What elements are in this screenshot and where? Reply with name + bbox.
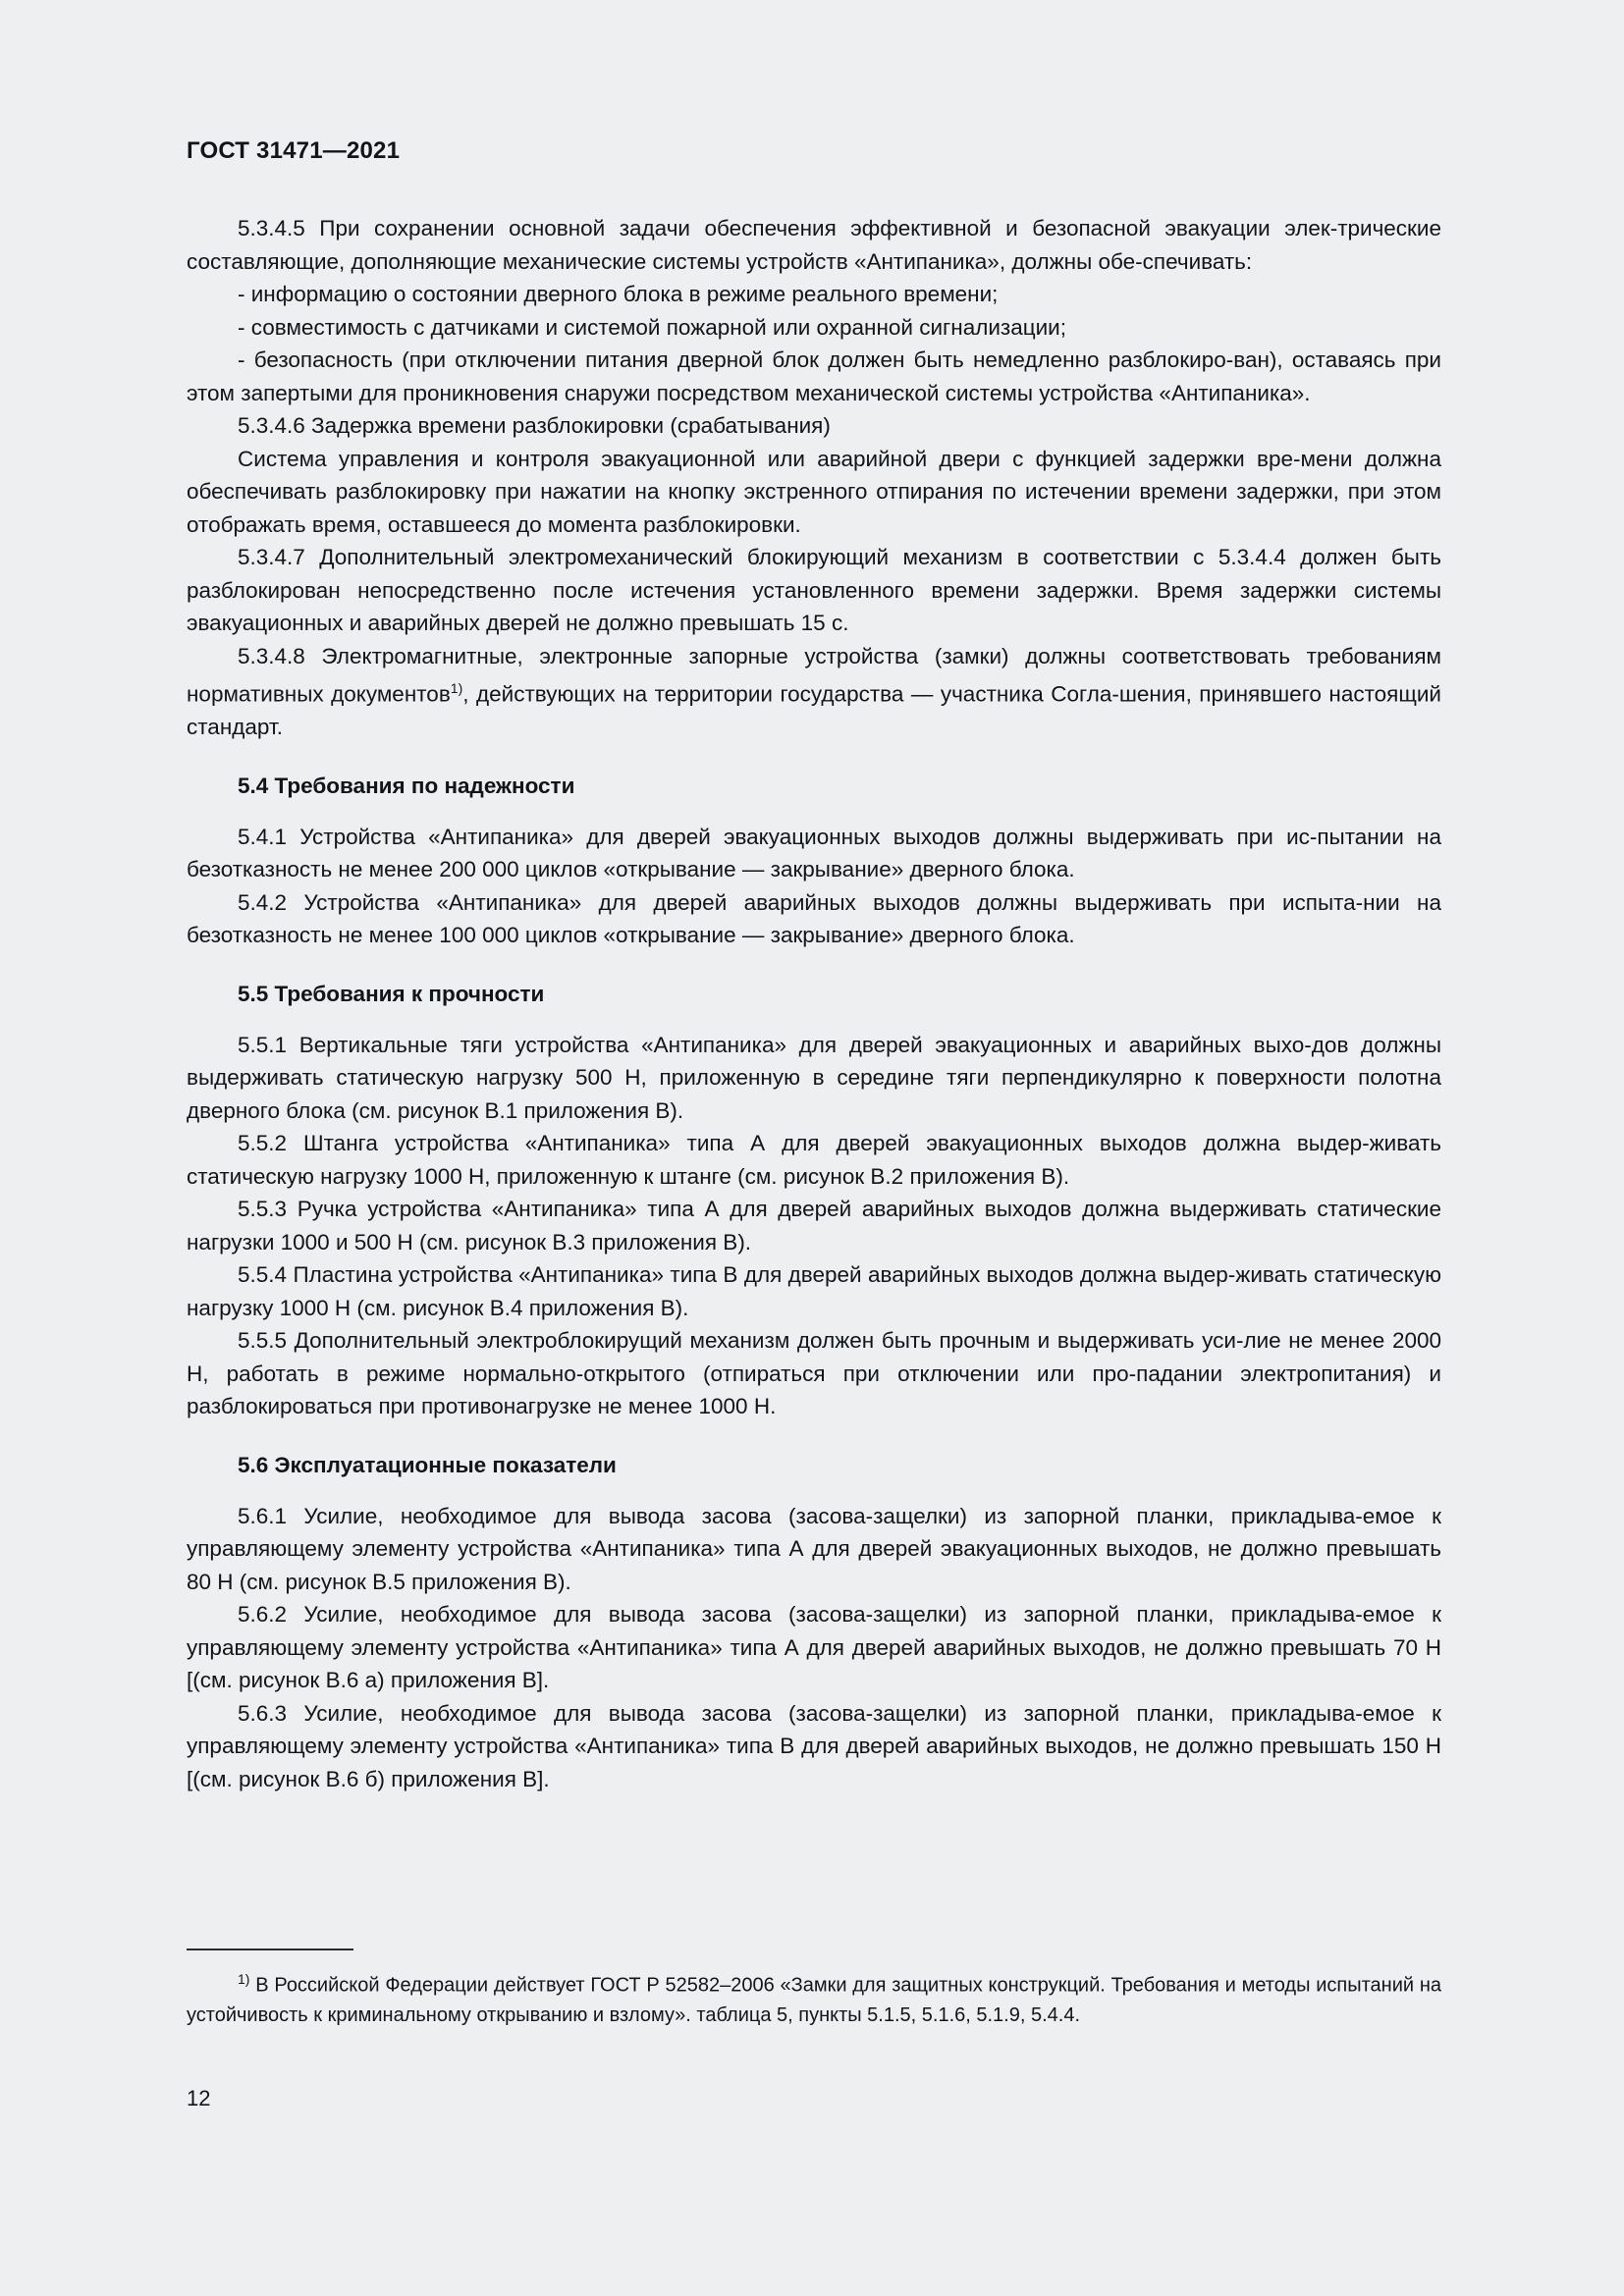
footnote-separator-rule — [187, 1949, 353, 1950]
footnote-block — [187, 1949, 1441, 2030]
page-number: 12 — [187, 2086, 211, 2110]
list-item-realtime-info: - информацию о состоянии дверного блока в режиме реального времени; — [238, 282, 999, 306]
paragraph-5-5-3: 5.5.3 Ручка устройства «Антипаника» типа А для дверей аварийных выходов должна выдерживать статические нагрузки 1000 и 500 Н (см. рисунок В.3 приложения В). — [187, 1197, 1441, 1255]
list-item-safety: - безопасность (при отключении питания дверной блок должен быть немедленно разблокиро-ван), оставаясь при этом запертыми для проникновения снаружи посредством механической системы устройства «Антипаника». — [187, 347, 1441, 405]
paragraph-5-6-2: 5.6.2 Усилие, необходимое для вывода засова (засова-защелки) из запорной планки, прикладыва-емое к управляющему элементу устройства «Антипаника» типа А для дверей аварийных выходов, не должно превышать 70 Н [(см. рисунок В.6 а) приложения В]. — [187, 1602, 1441, 1692]
list-item-sensor-compatibility: - совместимость с датчиками и системой пожарной или охранной сигнализации; — [238, 314, 1067, 340]
footnote-marker: 1) — [238, 1971, 250, 1987]
paragraph-5-6-3: 5.6.3 Усилие, необходимое для вывода засова (засова-защелки) из запорной планки, прикладыва-емое к управляющему элементу устройства «Антипаника» типа В для дверей аварийных выходов, не должно превышать 150 Н [(см. рисунок В.6 б) приложения В]. — [187, 1700, 1441, 1791]
document-standard-number: ГОСТ 31471—2021 — [187, 137, 401, 164]
paragraph-5-3-4-7: 5.3.4.7 Дополнительный электромеханический блокирующий механизм в соответствии с 5.3.4.4 должен быть разблокирован непосредственно после истечения установленного времени задержки. Время задержки системы эвакуационных и аварийных дверей не должно превышать 15 с. — [187, 545, 1441, 635]
paragraph-5-3-4-8-before: 5.3.4.8 Электромагнитные, электронные запорные устройства (замки) должны соответствовать требованиям нормативных документов — [187, 643, 1441, 707]
paragraph-5-5-1: 5.5.1 Вертикальные тяги устройства «Антипаника» для дверей эвакуационных и аварийных выхо-дов должны выдерживать статическую нагрузку 500 Н, приложенную в середине тяги перпендикулярно к поверхности полотна дверного блока (см. рисунок В.1 приложения В). — [187, 1032, 1441, 1123]
paragraph-5-5-5: 5.5.5 Дополнительный электроблокирущий механизм должен быть прочным и выдерживать уси-лие не менее 2000 Н, работать в режиме нормально-открытого (отпираться при отключении или про-падании электропитания) и разблокироваться при противонагрузке не менее 1000 Н. — [187, 1328, 1441, 1418]
paragraph-5-4-2: 5.4.2 Устройства «Антипаника» для дверей аварийных выходов должны выдерживать при испыта-нии на безотказность не менее 100 000 циклов «открывание — закрывание» дверного блока. — [187, 889, 1441, 947]
paragraph-5-3-4-8 — [187, 640, 1441, 744]
section-heading-5-4: 5.4 Требования по надежности — [238, 773, 575, 798]
paragraph-5-3-4-6: Система управления и контроля эвакуационной или аварийной двери с функцией задержки вре-мени должна обеспечивать разблокировку при нажатии на кнопку экстренного отпирания по истечении времени задержки, при этом отображать время, оставшееся до момента разблокировки. — [187, 446, 1441, 537]
section-heading-5-6: 5.6 Эксплуатационные показатели — [238, 1452, 617, 1477]
paragraph-5-5-2: 5.5.2 Штанга устройства «Антипаника» типа А для дверей эвакуационных выходов должна выдер-живать статическую нагрузку 1000 Н, приложенную к штанге (см. рисунок В.2 приложения В). — [187, 1131, 1441, 1189]
paragraph-5-4-1: 5.4.1 Устройства «Антипаника» для дверей эвакуационных выходов должны выдерживать при ис-пытании на безотказность не менее 200 000 циклов «открывание — закрывание» дверного блока. — [187, 824, 1441, 881]
paragraph-5-5-4: 5.5.4 Пластина устройства «Антипаника» типа В для дверей аварийных выходов должна выдер-живать статическую нагрузку 1000 Н (см. рисунок В.4 приложения В). — [187, 1262, 1441, 1320]
page-content — [187, 137, 1441, 1795]
paragraph-5-3-4-8-after: , действующих на территории государства — участника Согла-шения, принявшего настоящий стандарт. — [187, 681, 1442, 739]
footnote-content — [187, 1964, 1441, 2030]
paragraph-5-3-4-6-title: 5.3.4.6 Задержка времени разблокировки (срабатывания) — [238, 413, 831, 438]
paragraph-5-3-4-5: 5.3.4.5 При сохранении основной задачи обеспечения эффективной и безопасной эвакуации элек-трические составляющие, дополняющие механические системы устройств «Антипаника», должны обе-спечивать: — [187, 216, 1441, 274]
footnote-body-text: В Российской Федерации действует ГОСТ Р 52582–2006 «Замки для защитных конструкций. Требования и методы испытаний на устойчивость к криминальному открыванию и взлому». таблица 5, пункты 5.1.5, 5.1.6, 5.1.9, 5.4.4. — [187, 1974, 1441, 2026]
paragraph-5-6-1: 5.6.1 Усилие, необходимое для вывода засова (засова-защелки) из запорной планки, прикладыва-емое к управляющему элементу устройства «Антипаника» типа А для дверей эвакуационных выходов, не должно превышать 80 Н (см. рисунок В.5 приложения В). — [187, 1503, 1441, 1594]
section-heading-5-5: 5.5 Требования к прочности — [238, 981, 545, 1006]
footnote-reference-marker[interactable]: 1) — [450, 680, 463, 696]
